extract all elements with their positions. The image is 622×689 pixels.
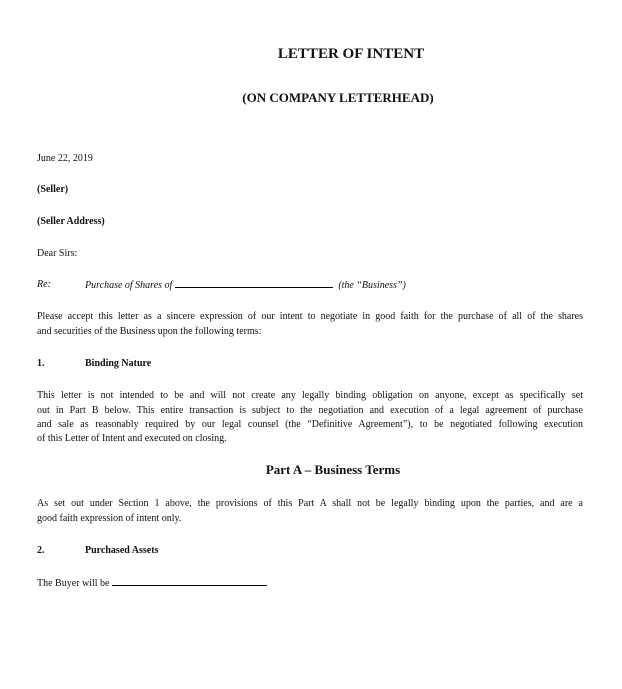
document-subtitle: (ON COMPANY LETTERHEAD) [242, 90, 434, 105]
section-1-line: of this Letter of Intent and executed on closing. [37, 433, 227, 444]
section-2-heading: Purchased Assets [85, 545, 159, 556]
section-1-line: out in Part B below. This entire transaction is subject to the negotiation and execution of a legal agreement of purchase [37, 405, 583, 416]
part-a-line: good faith expression of intent only. [37, 513, 182, 524]
salutation: Dear Sirs: [37, 248, 78, 259]
letter-date: June 22, 2019 [37, 153, 93, 164]
section-1-number: 1. [37, 358, 45, 369]
buyer-name-blank[interactable] [112, 575, 267, 586]
part-a-line: As set out under Section 1 above, the provisions of this Part A shall not be legally binding upon the parties, and are a [37, 498, 583, 509]
seller-name: (Seller) [37, 184, 69, 195]
buyer-text: The Buyer will be [37, 578, 110, 589]
seller-address: (Seller Address) [37, 216, 105, 227]
business-name-blank[interactable] [175, 277, 333, 288]
intro-line: and securities of the Business upon the following terms: [37, 326, 262, 337]
section-1-heading: Binding Nature [85, 358, 152, 369]
section-2-number: 2. [37, 545, 45, 556]
intro-line: Please accept this letter as a sincere expression of our intent to negotiate in good faith for the purchase of all of the shares [37, 311, 583, 322]
re-text: Purchase of Shares of [85, 280, 173, 291]
part-a-heading: Part A – Business Terms [265, 462, 401, 477]
re-suffix: (the “Business”) [338, 280, 406, 291]
re-label: Re: [37, 279, 51, 290]
buyer-line [37, 575, 267, 591]
section-1-line: and sale as reasonably required by our legal counsel (the “Definitive Agreement”), to be negotiated following execution [37, 419, 583, 430]
re-line [85, 277, 406, 293]
section-1-line: This letter is not intended to be and will not create any legally binding obligation on anyone, except as specifically set [37, 390, 583, 401]
document-title: LETTER OF INTENT [277, 46, 425, 62]
